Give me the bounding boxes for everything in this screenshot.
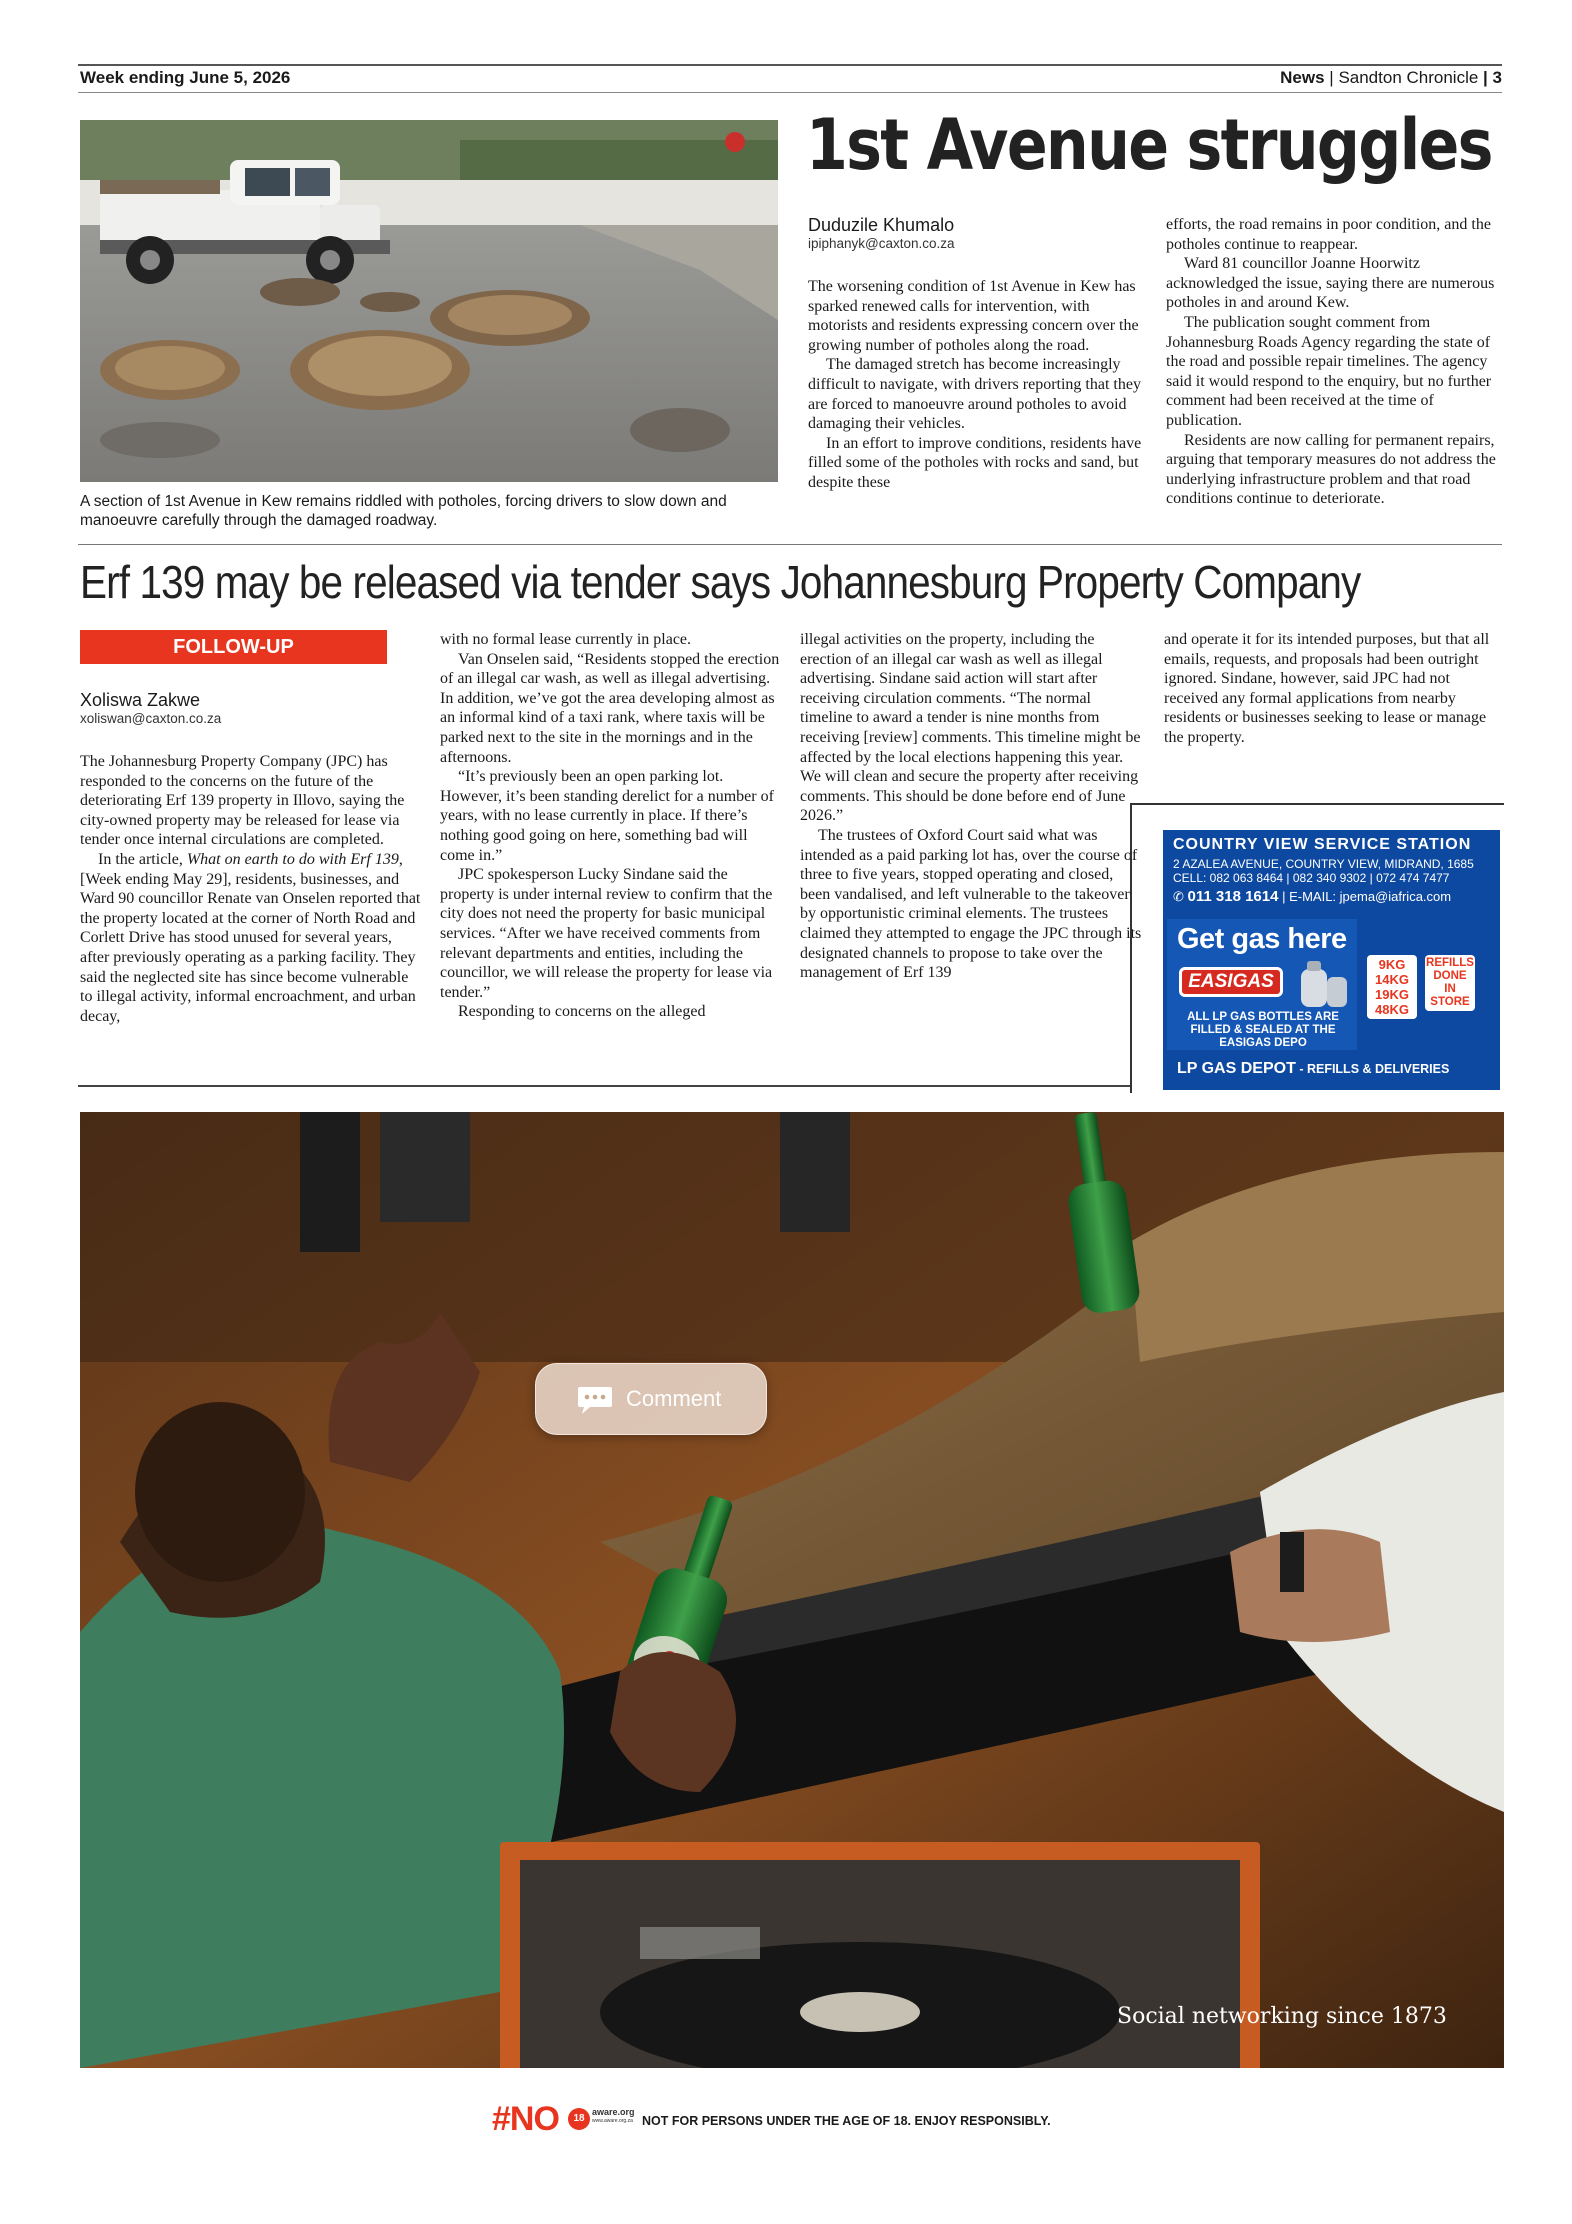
cylinder-sizes: 9KG 14KG 19KG 48KG bbox=[1367, 955, 1417, 1019]
article-title: What on earth to do with Erf 139 bbox=[186, 850, 399, 868]
paragraph: Responding to concerns on the alleged bbox=[458, 1003, 706, 1021]
station-email: | E-MAIL: jpema@iafrica.com bbox=[1282, 889, 1452, 904]
gas-ad-panel bbox=[1167, 919, 1357, 1050]
aware-logo: aware.org www.aware.org.za bbox=[592, 2107, 635, 2124]
comment-icon bbox=[576, 1385, 614, 1415]
station-address: 2 AZALEA AVENUE, COUNTRY VIEW, MIDRAND, 1685 bbox=[1173, 857, 1474, 871]
station-contact bbox=[1173, 888, 1490, 905]
paragraph: The Johannesburg Property Company (JPC) has responded to the concerns on the future of the deteriorating Erf 139 property in Illovo, saying the city-owned property may be released for lease via tender once internal circulations are completed. bbox=[80, 753, 405, 849]
gas-ad-body[interactable] bbox=[1163, 919, 1500, 1054]
story1-byline bbox=[808, 215, 955, 251]
section-name: News bbox=[1280, 68, 1325, 87]
phone-icon: ✆ bbox=[1173, 889, 1184, 904]
paragraph: The trustees of Oxford Court said what was intended as a paid parking lot has, over the course of three to five years, stopped operating and closed, been vandalised, and left vulnerable to the takeover by opportunistic criminal elements. The trustees claimed they attempted to engage the JPC through its designated channels to propose to take over the management of Erf 139 bbox=[800, 826, 1142, 982]
story1-column-2 bbox=[1166, 215, 1506, 509]
depot-title: LP GAS DEPOT bbox=[1177, 1060, 1296, 1077]
comment-label: Comment bbox=[626, 1386, 722, 1411]
gas-ad-footer[interactable] bbox=[1163, 1052, 1500, 1090]
paragraph: The publication sought comment from Johannesburg Roads Agency regarding the state of the road and possible repair timelines. The agency said it would respond to the enquiry, but no further comment had been received at the time of publication. bbox=[1166, 313, 1492, 429]
age-badge-icon: 18 bbox=[568, 2108, 590, 2130]
station-phone: 011 318 1614 bbox=[1187, 888, 1279, 905]
paragraph: In an effort to improve conditions, residents have filled some of the potholes with rocks and sand, but despite these bbox=[808, 434, 1142, 491]
header-rule-top bbox=[78, 64, 1502, 66]
paragraph: Residents are now calling for permanent repairs, arguing that temporary measures do not address the underlying infrastructure problem and that road conditions continue to deteriorate. bbox=[1166, 431, 1496, 508]
pothole-photo bbox=[80, 120, 778, 482]
paragraph: JPC spokesperson Lucky Sindane said the property is under internal review to confirm that the city does not need the property for basic municipal services. “After we have received comments from relevant departments and entities, including the councillor, we will release the property for lease via tender.” bbox=[440, 866, 773, 1001]
gas-note: ALL LP GAS BOTTLES ARE FILLED & SEALED AT THE EASIGAS DEPO bbox=[1187, 1011, 1339, 1049]
easigas-logo: EASIGAS bbox=[1179, 967, 1283, 997]
header-rule-bottom bbox=[78, 92, 1502, 93]
refills-badge: REFILLS DONE IN STORE bbox=[1425, 955, 1475, 1011]
story2-column-2 bbox=[440, 630, 782, 1022]
story1-author: Duduzile Khumalo bbox=[808, 215, 955, 235]
page-number: 3 bbox=[1492, 68, 1502, 87]
paragraph: In the article, What on earth to do with Erf 139, [Week ending May 29], residents, businesses, and Ward 90 councillor Renate van Onselen reported that the property located at the corner of North Road and Corlett Drive has stood unused for several years, after previously operating as a parking facility. They said the neglected site has since become vulnerable to illegal activity, informal encroachment, and urban decay, bbox=[80, 850, 421, 1025]
comment-button[interactable] bbox=[535, 1363, 767, 1435]
paragraph: Van Onselen said, “Residents stopped the erection of an illegal car wash, as well as illegal advertising. In addition, we’ve got the area developing almost as an informal kind of a taxi rank, where taxis will be parked next to the site in the mornings and in the afternoons. bbox=[440, 650, 780, 766]
story2-byline bbox=[80, 690, 221, 726]
ad-tagline: Social networking since 1873 bbox=[1117, 2004, 1447, 2029]
station-name: COUNTRY VIEW SERVICE STATION bbox=[1173, 836, 1472, 853]
no-under-18-logo: #NO bbox=[492, 2100, 559, 2138]
paragraph: with no formal lease currently in place. bbox=[440, 631, 692, 648]
issue-date: Week ending June 5, 2026 bbox=[80, 68, 291, 87]
section-divider bbox=[78, 1085, 1130, 1087]
publication-name: Sandton Chronicle bbox=[1338, 68, 1479, 87]
story2-column-4 bbox=[1164, 630, 1506, 748]
paragraph: and operate it for its intended purposes, but that all emails, requests, and proposals had been outright ignored. Sindane, however, said JPC had not received any formal applications from nearby residents or businesses seeking to lease or manage the property. bbox=[1164, 631, 1490, 746]
page-header: News | Sandton Chronicle | 3 bbox=[1280, 68, 1502, 87]
beer-ad-photo[interactable] bbox=[80, 1112, 1504, 2068]
age-disclaimer: NOT FOR PERSONS UNDER THE AGE OF 18. ENJOY RESPONSIBLY. bbox=[642, 2114, 1051, 2128]
paragraph: Ward 81 councillor Joanne Hoorwitz acknowledged the issue, saying there are numerous potholes in and around Kew. bbox=[1166, 255, 1495, 312]
gas-ad-header[interactable] bbox=[1163, 830, 1500, 923]
story1-column-1 bbox=[808, 277, 1150, 493]
story1-headline: 1st Avenue struggles bbox=[806, 104, 1492, 186]
follow-up-tag: FOLLOW-UP bbox=[80, 630, 387, 664]
paragraph: The damaged stretch has become increasingly difficult to navigate, with drivers reporting that they are forced to manoeuvre around potholes to avoid damaging their vehicles. bbox=[808, 356, 1141, 433]
station-cell: CELL: 082 063 8464 | 082 340 9302 | 072 474 7477 bbox=[1173, 871, 1450, 885]
paragraph: illegal activities on the property, including the erection of an illegal car wash as well as illegal advertising. Sindane said action will start after receiving circulation comments. “The normal timeline to award a tender is nine months from receiving [review] comments. This timeline might be affected by the local elections happening this year. We will clean and secure the property after receiving comments. This should be done before end of June 2026.” bbox=[800, 631, 1141, 825]
paragraph: efforts, the road remains in poor condition, and the potholes continue to reappear. bbox=[1166, 216, 1491, 253]
paragraph: The worsening condition of 1st Avenue in Kew has sparked renewed calls for intervention, with motorists and residents expressing concern over the growing number of potholes along the road. bbox=[808, 278, 1139, 354]
story2-column-1 bbox=[80, 752, 422, 1026]
depot-subtitle: - REFILLS & DELIVERIES bbox=[1295, 1062, 1450, 1076]
story2-author: Xoliswa Zakwe bbox=[80, 690, 201, 710]
story1-email: ipiphanyk@caxton.co.za bbox=[808, 236, 955, 251]
paragraph: “It’s previously been an open parking lot. However, it’s been standing derelict for a number of years, with no lease currently in place. If there’s nothing good going on here, something bad will come in.” bbox=[440, 768, 774, 864]
story2-column-3 bbox=[800, 630, 1142, 983]
story-divider bbox=[78, 544, 1502, 545]
photo-caption: A section of 1st Avenue in Kew remains riddled with potholes, forcing drivers to slow down and manoeuvre carefully through the damaged roadway. bbox=[80, 493, 727, 529]
gas-cylinder-icon bbox=[1293, 959, 1353, 1009]
gas-slogan: Get gas here bbox=[1177, 923, 1347, 955]
story2-email: xoliswan@caxton.co.za bbox=[80, 711, 222, 726]
story2-headline: Erf 139 may be released via tender says Johannesburg Property Company bbox=[80, 556, 1361, 608]
